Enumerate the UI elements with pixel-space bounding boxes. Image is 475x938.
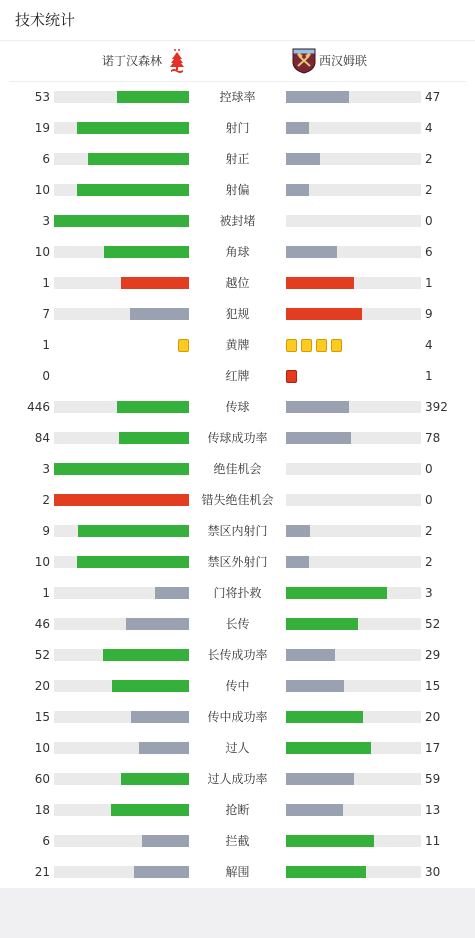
home-stat-value: 10 (34, 741, 50, 755)
home-stat-bar (54, 91, 189, 103)
away-stat-bar (286, 432, 421, 444)
away-stat-bar-fill (286, 308, 362, 320)
home-stat-bar (54, 463, 189, 475)
away-stat-value: 52 (425, 617, 441, 631)
stat-row (0, 236, 475, 267)
stat-row (0, 732, 475, 763)
home-stat-bar (54, 184, 189, 196)
away-stat-bar-fill (286, 587, 387, 599)
stat-row (0, 515, 475, 546)
home-stat-value: 60 (34, 772, 50, 786)
home-stat-bar-fill (112, 680, 189, 692)
stat-row (0, 391, 475, 422)
stat-row (0, 825, 475, 856)
home-stat-bar-fill (155, 587, 189, 599)
stat-row (0, 298, 475, 329)
nottingham-forest-logo-icon (166, 48, 188, 74)
away-stat-value: 29 (425, 648, 441, 662)
home-stat-bar-fill (104, 246, 189, 258)
stat-label: 过人成功率 (207, 772, 268, 786)
away-stat-value: 0 (425, 462, 433, 476)
away-stat-bar (286, 184, 421, 196)
stat-row (0, 484, 475, 515)
home-stat-bar (54, 153, 189, 165)
stat-row (0, 794, 475, 825)
stat-label: 黄牌 (225, 338, 250, 352)
home-stat-bar-fill (121, 773, 189, 785)
home-stat-bar-fill (88, 153, 189, 165)
away-stat-bar (286, 401, 421, 413)
home-stat-bar (54, 556, 189, 568)
stat-row (0, 608, 475, 639)
away-stat-bar (286, 153, 421, 165)
home-stat-bar (54, 835, 189, 847)
stat-label: 过人 (225, 741, 250, 755)
away-stat-value: 1 (425, 276, 433, 290)
stat-label: 犯规 (225, 307, 250, 321)
away-stat-bar-fill (286, 866, 366, 878)
home-stat-value: 18 (34, 803, 50, 817)
home-stat-bar (54, 618, 189, 630)
home-stat-bar-fill (126, 618, 189, 630)
away-stat-value: 392 (425, 400, 448, 414)
away-stat-bar (286, 122, 421, 134)
home-stat-bar (54, 308, 189, 320)
home-stat-value: 10 (34, 183, 50, 197)
home-stat-value: 9 (42, 524, 50, 538)
home-stat-value: 53 (34, 90, 50, 104)
away-stat-bar (286, 215, 421, 227)
home-stat-bar (54, 122, 189, 134)
home-stat-bar (54, 401, 189, 413)
away-stat-value: 4 (425, 121, 433, 135)
away-stat-value: 2 (425, 152, 433, 166)
stat-label: 传中 (225, 679, 250, 693)
home-stat-value: 2 (42, 493, 50, 507)
away-stat-bar (286, 742, 421, 754)
stat-label: 红牌 (225, 369, 250, 383)
west-ham-logo-icon (292, 48, 316, 74)
home-stat-value: 6 (42, 834, 50, 848)
stats-list (0, 81, 475, 887)
stat-label: 传球成功率 (207, 431, 268, 445)
stat-label: 传球 (225, 400, 250, 414)
stat-row (0, 577, 475, 608)
away-stat-value: 6 (425, 245, 433, 259)
away-stat-bar-fill (286, 122, 309, 134)
home-stat-bar-fill (121, 277, 189, 289)
away-stat-bar-fill (286, 649, 335, 661)
away-stat-value: 3 (425, 586, 433, 600)
home-stat-value: 7 (42, 307, 50, 321)
stat-row (0, 639, 475, 670)
home-stat-bar (54, 246, 189, 258)
stat-label: 射偏 (225, 183, 250, 197)
home-stat-value: 6 (42, 152, 50, 166)
home-team-name: 诺丁汉森林 (101, 54, 162, 68)
away-stat-value: 13 (425, 803, 441, 817)
away-stat-bar-fill (286, 835, 374, 847)
home-stat-bar-fill (111, 804, 189, 816)
stat-row (0, 81, 475, 112)
stat-row (0, 360, 475, 391)
away-stat-bar-fill (286, 432, 351, 444)
away-stat-bar-fill (286, 556, 309, 568)
home-stat-value: 0 (42, 369, 50, 383)
home-stat-value: 446 (27, 400, 50, 414)
yellow-card-icon (178, 339, 189, 352)
away-stat-bar (286, 525, 421, 537)
stat-label: 越位 (225, 276, 250, 290)
away-stat-bar (286, 773, 421, 785)
away-stat-bar-fill (286, 153, 320, 165)
stat-row (0, 453, 475, 484)
stat-label: 角球 (225, 245, 250, 259)
away-yellow-cards (286, 339, 342, 352)
away-stat-bar (286, 308, 421, 320)
home-stat-value: 10 (34, 245, 50, 259)
away-stat-value: 4 (425, 338, 433, 352)
stat-row (0, 670, 475, 701)
home-stat-bar-fill (139, 742, 189, 754)
away-stat-value: 17 (425, 741, 441, 755)
away-stat-value: 2 (425, 183, 433, 197)
stat-row (0, 422, 475, 453)
home-stat-value: 84 (34, 431, 50, 445)
away-stat-bar-fill (286, 277, 354, 289)
home-stat-bar-fill (119, 432, 189, 444)
home-stat-bar-fill (77, 184, 189, 196)
stat-label: 控球率 (219, 90, 256, 104)
home-stat-bar (54, 215, 189, 227)
stat-row (0, 174, 475, 205)
stat-label: 被封堵 (219, 214, 256, 228)
away-stat-bar (286, 587, 421, 599)
home-stat-bar (54, 711, 189, 723)
stat-label: 禁区内射门 (207, 524, 268, 538)
home-stat-bar-fill (117, 401, 189, 413)
away-stat-bar (286, 556, 421, 568)
away-stat-bar (286, 680, 421, 692)
home-stat-value: 52 (34, 648, 50, 662)
away-stat-value: 15 (425, 679, 441, 693)
home-stat-value: 15 (34, 710, 50, 724)
home-stat-value: 1 (42, 276, 50, 290)
stat-row (0, 763, 475, 794)
home-stat-bar (54, 742, 189, 754)
home-stat-bar (54, 866, 189, 878)
away-stat-value: 2 (425, 555, 433, 569)
home-stat-value: 3 (42, 214, 50, 228)
stat-label: 射正 (225, 152, 250, 166)
away-stat-value: 1 (425, 369, 433, 383)
home-stat-bar-fill (130, 308, 189, 320)
stat-label: 传中成功率 (207, 710, 268, 724)
yellow-card-icon (286, 339, 297, 352)
stat-row (0, 856, 475, 887)
home-stat-value: 20 (34, 679, 50, 693)
away-stat-bar (286, 91, 421, 103)
home-stat-bar-fill (54, 215, 189, 227)
stat-label: 门将扑救 (213, 586, 262, 600)
away-stat-value: 78 (425, 431, 441, 445)
away-stat-bar-fill (286, 742, 371, 754)
home-stat-bar-fill (117, 91, 189, 103)
home-stat-bar (54, 773, 189, 785)
home-stat-value: 1 (42, 338, 50, 352)
stat-label: 射门 (225, 121, 250, 135)
stat-label: 解围 (225, 865, 250, 879)
away-stat-bar-fill (286, 184, 309, 196)
stat-row (0, 546, 475, 577)
away-stat-value: 30 (425, 865, 441, 879)
home-stat-value: 1 (42, 586, 50, 600)
away-stat-bar-fill (286, 618, 358, 630)
home-stat-bar-fill (142, 835, 189, 847)
away-stat-value: 0 (425, 214, 433, 228)
away-stat-value: 47 (425, 90, 441, 104)
away-stat-bar (286, 277, 421, 289)
away-stat-bar-fill (286, 804, 343, 816)
yellow-card-icon (316, 339, 327, 352)
away-stat-bar (286, 649, 421, 661)
home-stat-bar-fill (78, 525, 189, 537)
away-stat-bar-fill (286, 680, 344, 692)
home-stat-bar (54, 494, 189, 506)
stat-label: 长传成功率 (207, 648, 268, 662)
home-stat-bar-fill (134, 866, 189, 878)
away-stat-bar-fill (286, 773, 354, 785)
away-stat-bar-fill (286, 91, 349, 103)
home-stat-bar (54, 277, 189, 289)
away-stat-bar-fill (286, 525, 310, 537)
away-stat-value: 2 (425, 524, 433, 538)
away-team-name: 西汉姆联 (319, 54, 368, 68)
home-stat-value: 21 (34, 865, 50, 879)
away-stat-bar (286, 866, 421, 878)
stat-row (0, 143, 475, 174)
away-stat-value: 0 (425, 493, 433, 507)
divider (0, 40, 475, 41)
stat-label: 绝佳机会 (213, 462, 262, 476)
home-stat-bar (54, 649, 189, 661)
away-stat-bar (286, 835, 421, 847)
stat-row (0, 329, 475, 360)
home-yellow-cards (178, 339, 189, 352)
home-stat-bar-fill (54, 463, 189, 475)
away-stat-bar (286, 494, 421, 506)
away-stat-bar (286, 463, 421, 475)
away-stat-bar-fill (286, 246, 337, 258)
page-title: 技术统计 (15, 11, 76, 29)
home-stat-bar-fill (131, 711, 189, 723)
away-stat-value: 9 (425, 307, 433, 321)
home-stat-bar-fill (77, 122, 189, 134)
yellow-card-icon (331, 339, 342, 352)
away-stat-bar (286, 804, 421, 816)
stat-label: 长传 (225, 617, 250, 631)
away-stat-bar (286, 246, 421, 258)
home-stat-bar (54, 804, 189, 816)
home-stat-value: 46 (34, 617, 50, 631)
home-stat-bar-fill (103, 649, 189, 661)
away-stat-value: 11 (425, 834, 441, 848)
home-stat-bar (54, 525, 189, 537)
home-stat-bar (54, 432, 189, 444)
away-stat-bar-fill (286, 711, 363, 723)
home-stat-value: 19 (34, 121, 50, 135)
stat-row (0, 205, 475, 236)
red-card-icon (286, 370, 297, 383)
home-stat-bar-fill (54, 494, 189, 506)
away-stat-bar (286, 711, 421, 723)
stat-row (0, 267, 475, 298)
home-stat-bar-fill (77, 556, 189, 568)
away-stat-bar-fill (286, 401, 349, 413)
stat-label: 错失绝佳机会 (201, 493, 274, 507)
home-stat-value: 10 (34, 555, 50, 569)
stat-row (0, 701, 475, 732)
away-stat-value: 20 (425, 710, 441, 724)
stat-label: 禁区外射门 (207, 555, 268, 569)
away-red-cards (286, 370, 297, 383)
stat-label: 抢断 (225, 803, 250, 817)
away-stat-bar (286, 618, 421, 630)
yellow-card-icon (301, 339, 312, 352)
stat-label: 拦截 (225, 834, 250, 848)
stat-row (0, 112, 475, 143)
home-stat-bar (54, 680, 189, 692)
away-stat-value: 59 (425, 772, 441, 786)
home-stat-value: 3 (42, 462, 50, 476)
home-stat-bar (54, 587, 189, 599)
